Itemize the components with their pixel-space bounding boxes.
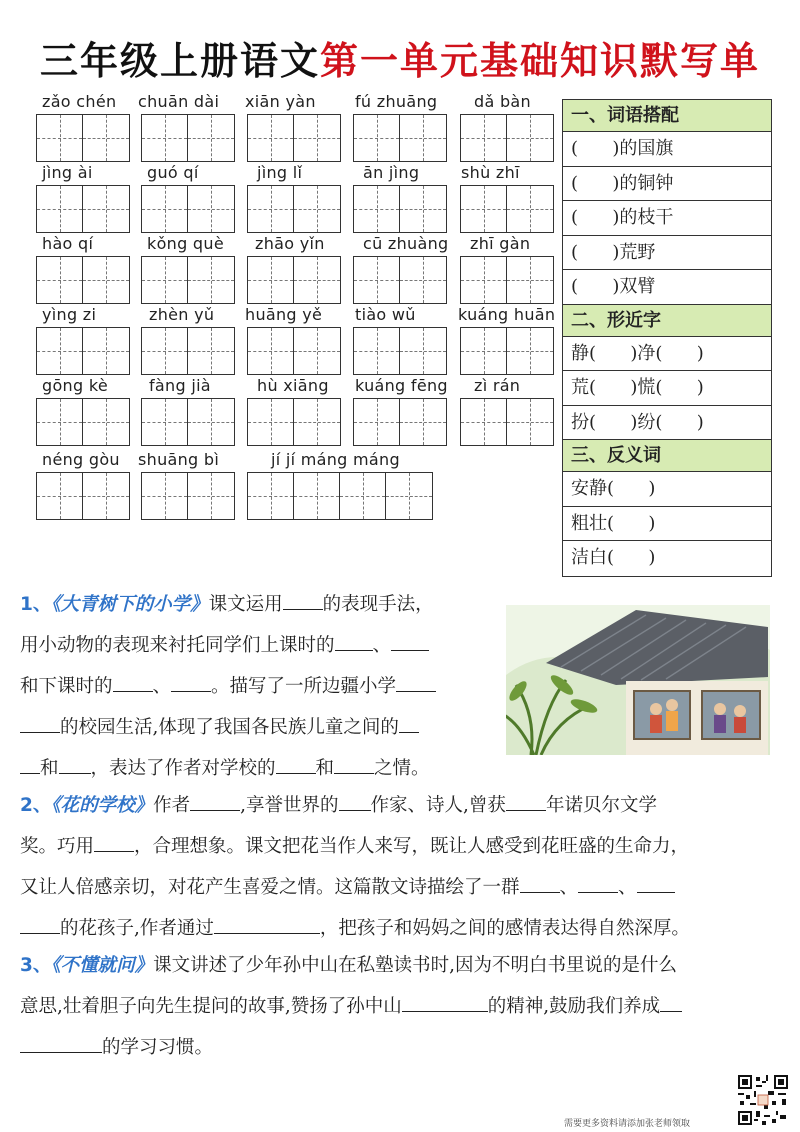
answer-blank[interactable] (20, 916, 60, 934)
title-part-2: 第一单元基础知识默写单 (320, 39, 761, 83)
pinyin-row (0, 163, 560, 235)
writing-boxes[interactable] (36, 185, 130, 233)
writing-boxes[interactable] (247, 327, 341, 375)
answer-blank[interactable] (20, 1035, 102, 1053)
pinyin-text: xiān yàn (245, 92, 316, 111)
pinyin-text: guó qí (147, 163, 199, 182)
word-matching-item[interactable]: ( )荒野 (563, 236, 771, 271)
question-text: 年诺贝尔文学 (545, 795, 657, 816)
question-text: 的学习习惯。 (102, 1037, 214, 1058)
title-part-1: 三年级上册语文 (39, 39, 320, 83)
answer-blank[interactable] (637, 875, 675, 893)
section-title-similar-characters: 二、形近字 (563, 305, 771, 337)
section-title-word-matching: 一、词语搭配 (563, 100, 771, 132)
answer-blank[interactable] (171, 674, 211, 692)
question-1 (20, 584, 436, 789)
writing-boxes[interactable] (141, 327, 235, 375)
question-text: 之情。 (374, 758, 430, 779)
writing-boxes[interactable] (460, 398, 554, 446)
writing-boxes[interactable] (247, 114, 341, 162)
similar-characters-item[interactable]: 扮( )纷( ) (563, 406, 771, 441)
school-illustration (506, 605, 770, 755)
pinyin-row (0, 450, 560, 522)
answer-blank[interactable] (660, 994, 682, 1012)
writing-boxes[interactable] (353, 185, 447, 233)
footer-note: 需要更多资料请添加张老师领取 (564, 1119, 691, 1129)
question-text: 又让人倍感亲切，对花产生喜爱之情。这篇散文诗描绘了一群 (20, 877, 520, 898)
writing-boxes[interactable] (36, 256, 130, 304)
question-number: 3、 (20, 955, 52, 976)
question-text: 、 (152, 676, 172, 697)
question-2 (20, 785, 690, 949)
writing-boxes[interactable] (353, 398, 447, 446)
question-text: ，表达了作者对学校的 (90, 758, 276, 779)
question-text: 、 (372, 635, 392, 656)
pinyin-text: fú zhuāng (355, 92, 438, 111)
pinyin-row (0, 92, 560, 164)
pinyin-text: ān jìng (363, 163, 420, 182)
writing-boxes[interactable] (36, 398, 130, 446)
side-panel (562, 99, 772, 577)
word-matching-item[interactable]: ( )双臂 (563, 270, 771, 305)
answer-blank[interactable] (339, 793, 371, 811)
pinyin-text: zǎo chén (42, 92, 117, 111)
answer-blank[interactable] (578, 875, 618, 893)
answer-blank[interactable] (506, 793, 546, 811)
section-title-antonyms: 三、反义词 (563, 440, 771, 472)
question-number: 2、 (20, 795, 52, 816)
writing-boxes[interactable] (36, 327, 130, 375)
question-text: 的校园生活,体现了我国各民族儿童之间的 (60, 717, 399, 738)
pinyin-text: zhèn yǔ (149, 305, 215, 324)
lesson-title: 《不懂就问》 (51, 955, 154, 976)
question-text: 课文运用 (208, 594, 283, 615)
question-text: 和 (315, 758, 335, 779)
question-text: 意思,壮着胆子向先生提问的故事,赞扬了孙中山 (20, 996, 402, 1017)
pinyin-text: shù zhī (461, 163, 520, 182)
pinyin-text: cū zhuàng (363, 234, 449, 253)
answer-blank[interactable] (214, 916, 320, 934)
pinyin-text: zhī gàn (470, 234, 531, 253)
answer-blank[interactable] (20, 756, 40, 774)
question-text: 和下课时的 (20, 676, 113, 697)
antonym-item[interactable]: 粗壮( ) (563, 507, 771, 542)
question-text: 的精神,鼓励我们养成 (487, 996, 661, 1017)
lesson-title: 《花的学校》 (51, 795, 154, 816)
question-text: 的表现手法， (322, 594, 434, 615)
writing-boxes[interactable] (247, 256, 341, 304)
writing-boxes[interactable] (36, 472, 130, 520)
answer-blank[interactable] (396, 674, 436, 692)
lesson-title: 《大青树下的小学》 (51, 594, 209, 615)
question-text: 课文讲述了少年孙中山在私塾读书时,因为不明白书里说的是什么 (153, 955, 678, 976)
question-text: 用小动物的表现来衬托同学们上课时的 (20, 635, 335, 656)
answer-blank[interactable] (283, 592, 323, 610)
answer-blank[interactable] (113, 674, 153, 692)
question-text: 作者 (153, 795, 191, 816)
pinyin-text: jìng lǐ (257, 163, 303, 182)
pinyin-text: shuāng bì (138, 450, 220, 469)
writing-boxes[interactable] (141, 256, 235, 304)
question-text: 奖。巧用 (20, 836, 95, 857)
word-matching-item[interactable]: ( )的国旗 (563, 132, 771, 167)
writing-boxes[interactable] (247, 472, 433, 520)
antonym-item[interactable]: 安静( ) (563, 472, 771, 507)
writing-boxes[interactable] (247, 185, 341, 233)
pinyin-text: zhāo yǐn (255, 234, 325, 253)
similar-characters-item[interactable]: 荒( )慌( ) (563, 371, 771, 406)
writing-boxes[interactable] (141, 114, 235, 162)
page-title (0, 30, 800, 85)
answer-blank[interactable] (402, 994, 488, 1012)
pinyin-text: dǎ bàn (474, 92, 531, 111)
pinyin-text: chuān dài (138, 92, 220, 111)
word-matching-item[interactable]: ( )的铜钟 (563, 167, 771, 202)
pinyin-text: yìng zi (42, 305, 97, 324)
pinyin-row (0, 376, 560, 448)
writing-boxes[interactable] (247, 398, 341, 446)
similar-characters-item[interactable]: 静( )净( ) (563, 337, 771, 372)
pinyin-row (0, 305, 560, 377)
pinyin-text: hù xiāng (257, 376, 329, 395)
question-text: 、 (618, 877, 637, 898)
writing-boxes[interactable] (353, 256, 447, 304)
pinyin-text: tiào wǔ (355, 305, 416, 324)
answer-blank[interactable] (94, 834, 134, 852)
answer-blank[interactable] (334, 756, 374, 774)
question-text: 的花孩子,作者通过 (60, 918, 214, 939)
question-text: ,享誉世界的 (240, 795, 339, 816)
writing-boxes[interactable] (353, 114, 447, 162)
writing-boxes[interactable] (460, 114, 554, 162)
answer-blank[interactable] (335, 633, 373, 651)
writing-boxes[interactable] (460, 256, 554, 304)
pinyin-text: kǒng què (147, 234, 224, 253)
pinyin-text: kuáng fēng (355, 376, 448, 395)
question-number: 1、 (20, 594, 52, 615)
question-text: ，把孩子和妈妈之间的感情表达得自然深厚。 (319, 918, 690, 939)
pinyin-text: jìng ài (42, 163, 93, 182)
answer-blank[interactable] (20, 715, 60, 733)
pinyin-text: hào qí (42, 234, 94, 253)
pinyin-text: huāng yě (245, 305, 323, 324)
antonym-item[interactable]: 洁白( ) (571, 547, 656, 568)
question-3 (20, 945, 682, 1068)
answer-blank[interactable] (190, 793, 240, 811)
pinyin-text: néng gòu (42, 450, 120, 469)
pinyin-row (0, 234, 560, 306)
writing-boxes[interactable] (460, 185, 554, 233)
writing-boxes[interactable] (141, 185, 235, 233)
question-text: 。描写了一所边疆小学 (211, 676, 397, 697)
pinyin-text: fàng jià (149, 376, 211, 395)
pinyin-text: jí jí máng máng (271, 450, 400, 469)
question-text: 、 (559, 877, 579, 898)
answer-blank[interactable] (399, 715, 419, 733)
word-matching-item[interactable]: ( )的枝干 (563, 201, 771, 236)
question-text: ，合理想象。课文把花当作人来写，既让人感受到花旺盛的生命力， (134, 836, 690, 857)
writing-boxes[interactable] (460, 327, 554, 375)
writing-boxes[interactable] (353, 327, 447, 375)
answer-blank[interactable] (276, 756, 316, 774)
writing-boxes[interactable] (36, 114, 130, 162)
question-text: 和 (40, 758, 59, 779)
pinyin-text: zì rán (474, 376, 521, 395)
pinyin-text: gōng kè (42, 376, 108, 395)
writing-boxes[interactable] (141, 472, 235, 520)
question-text: 作家、诗人,曾获 (370, 795, 506, 816)
writing-boxes[interactable] (141, 398, 235, 446)
qr-code[interactable] (738, 1075, 788, 1125)
pinyin-text: kuáng huān (458, 305, 556, 324)
answer-blank[interactable] (391, 633, 429, 651)
answer-blank[interactable] (59, 756, 91, 774)
answer-blank[interactable] (520, 875, 560, 893)
